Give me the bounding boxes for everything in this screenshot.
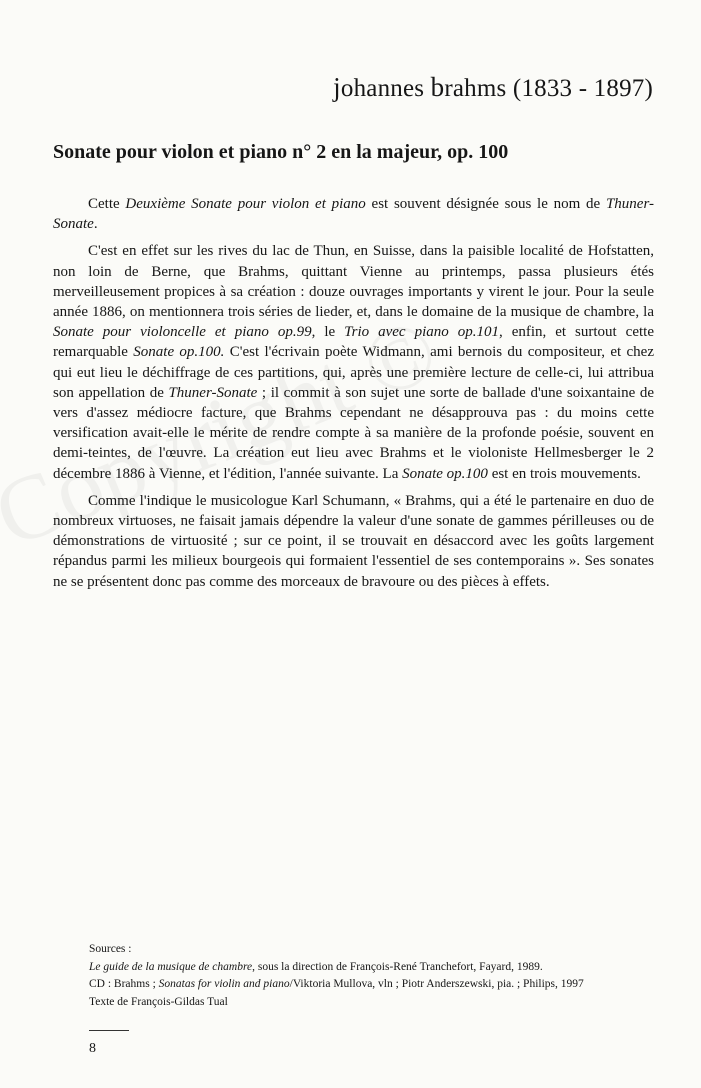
source-line-1: Le guide de la musique de chambre, sous la direction de François-René Tranchefort, Fayard, 1989. [89,960,543,973]
article-body [53,194,654,599]
paragraph-1: Cette Deuxième Sonate pour violon et piano est souvent désignée sous le nom de Thuner-Sonate. [53,196,654,233]
paragraph-3: Comme l'indique le musicologue Karl Schumann, « Brahms, qui a été le partenaire en duo de nombreux virtuoses, ne faisait jamais dépendre la valeur d'une sonate de gammes périlleuses ou de démonstrations de virtuosité ; sur ce point, il se trouvait en désaccord avec les goûts largement répandus parmi les milieux bourgeois qui formaient l'essentiel de ses contemporains ». Ses sonates ne se présentent donc pas comme des morceaux de bravoure ou des pièces à effets. [53,492,654,590]
sources-heading: Sources : [89,943,132,955]
source-line-2: CD : Brahms ; Sonatas for violin and piano/Viktoria Mullova, vln ; Piotr Anderszewski, pia. ; Philips, 1997 [89,978,584,990]
composer-header: johannes brahms (1833 - 1897) [333,72,653,102]
source-line-3: Texte de François-Gildas Tual [89,995,228,1008]
sources-block [89,941,669,1011]
paragraph-2: C'est en effet sur les rives du lac de Thun, en Suisse, dans la paisible localité de Hofstatten, non loin de Berne, que Brahms, quittant Vienne au printemps, passa plusieurs étés merveilleusement propices à sa création : douze ouvrages importants y virent le jour. Pour la seule année 1886, on mentionnera trois séries de lieder, et, dans le domaine de la musique de chambre, la Sonate pour violoncelle et piano op.99, le Trio avec piano op.101, enfin, et surtout cette remarquable Sonate op.100. C'est l'écrivain poète Widmann, ami bernois du compositeur, et chez qui eut lieu le déchiffrage de ces partitions, qui, après une première lecture de celle-ci, lui attribua son appellation de Thuner-Sonate ; il commit à son sujet une sorte de ballade d'une soixantaine de vers d'assez médiocre facture, que Brahms cependant ne désapprouva pas : du moins cette versification avait-elle le mérite de rendre compte à sa manière de la profonde poésie, souvent en demi-teintes, de l'œuvre. La création eut lieu avec Brahms et le violoniste Hellmesberger le 2 décembre 1886 à Vienne, et l'édition, l'année suivante. La Sonate op.100 est en trois mouvements. [53,243,654,482]
page-number: 8 [89,1041,96,1056]
page-title: Sonate pour violon et piano n° 2 en la majeur, op. 100 [53,141,509,163]
footer-divider [89,1030,129,1031]
